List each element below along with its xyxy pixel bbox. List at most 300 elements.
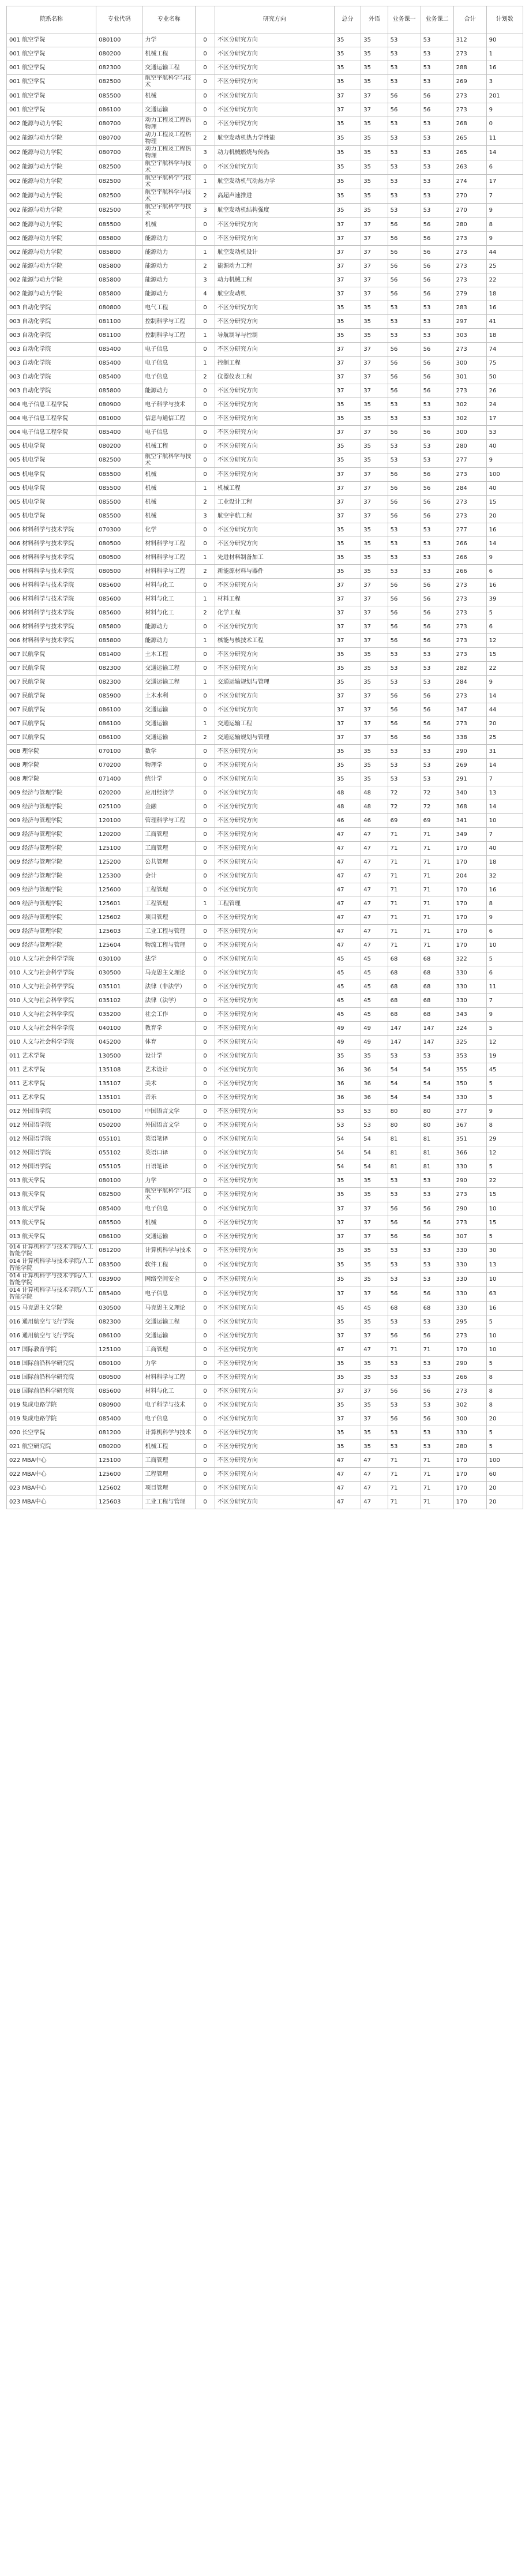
plan-cell: 16 [486,1302,523,1315]
subject-one-cell: 81 [388,1146,421,1160]
direction-cell: 动力机械工程 [215,273,334,287]
school-cell: 009 经济与管理学院 [7,897,96,911]
table-row [7,370,523,384]
school-cell: 007 民航学院 [7,717,96,731]
sum-cell: 273 [453,689,486,703]
total-cell: 37 [334,482,361,496]
major-name-cell: 电子信息 [142,426,196,440]
major-name-cell: 管理科学与工程 [142,814,196,828]
major-name-cell: 航空宇航科学与技术 [142,189,196,204]
foreign-language-cell: 53 [361,1105,388,1119]
table-row [7,287,523,301]
direction-cell: 不区分研究方向 [215,1022,334,1036]
direction-code-cell: 0 [196,75,215,89]
direction-cell: 不区分研究方向 [215,1105,334,1119]
subject-one-cell: 56 [388,1202,421,1216]
sum-cell: 282 [453,662,486,676]
direction-code-cell: 0 [196,966,215,980]
sum-cell: 330 [453,1258,486,1273]
major-name-cell: 数学 [142,745,196,759]
direction-cell: 不区分研究方向 [215,1454,334,1468]
plan-cell: 9 [486,551,523,565]
subject-two-cell: 53 [421,1371,453,1385]
direction-cell: 交通运输规划与管理 [215,676,334,689]
school-cell: 006 材料科学与技术学院 [7,620,96,634]
direction-code-cell: 0 [196,1412,215,1426]
total-cell: 36 [334,1063,361,1077]
foreign-language-cell: 47 [361,939,388,953]
major-name-cell: 航空宇航科学与技术 [142,75,196,89]
subject-one-cell: 71 [388,911,421,925]
subject-one-cell: 53 [388,1357,421,1371]
header-subject-two: 业务课二 [421,6,453,33]
sum-cell: 330 [453,1091,486,1105]
plan-cell: 7 [486,828,523,842]
sum-cell: 273 [453,606,486,620]
school-cell: 006 材料科学与技术学院 [7,593,96,606]
major-name-cell: 马克思主义理论 [142,966,196,980]
school-cell: 010 人文与社会科学学院 [7,1008,96,1022]
major-code-cell: 085500 [96,509,142,523]
major-name-cell: 电子信息 [142,1287,196,1302]
sum-cell: 330 [453,1287,486,1302]
subject-one-cell: 53 [388,132,421,146]
plan-cell: 15 [486,1188,523,1202]
sum-cell: 366 [453,1146,486,1160]
direction-code-cell: 3 [196,509,215,523]
major-name-cell: 材料与化工 [142,1385,196,1398]
major-name-cell: 能源动力 [142,384,196,398]
subject-one-cell: 56 [388,103,421,117]
school-cell: 007 民航学院 [7,689,96,703]
subject-one-cell: 56 [388,1329,421,1343]
school-cell: 010 人文与社会科学学院 [7,1022,96,1036]
plan-cell: 16 [486,61,523,75]
table-row [7,634,523,648]
plan-cell: 6 [486,966,523,980]
direction-code-cell: 0 [196,1202,215,1216]
direction-code-cell: 0 [196,1440,215,1454]
school-cell: 013 航天学院 [7,1230,96,1244]
direction-cell: 不区分研究方向 [215,953,334,966]
direction-cell: 不区分研究方向 [215,883,334,897]
major-name-cell: 法律（法学） [142,994,196,1008]
total-cell: 35 [334,315,361,329]
header-major-name: 专业名称 [142,6,196,33]
major-code-cell: 050100 [96,1105,142,1119]
direction-cell: 不区分研究方向 [215,1329,334,1343]
major-name-cell: 机械工程 [142,47,196,61]
total-cell: 37 [334,357,361,370]
subject-two-cell: 56 [421,468,453,482]
foreign-language-cell: 35 [361,1426,388,1440]
subject-two-cell: 69 [421,814,453,828]
total-cell: 35 [334,1357,361,1371]
subject-one-cell: 56 [388,717,421,731]
plan-cell: 30 [486,1244,523,1258]
sum-cell: 170 [453,856,486,869]
sum-cell: 284 [453,676,486,689]
major-code-cell: 035101 [96,980,142,994]
school-cell: 007 民航学院 [7,648,96,662]
total-cell: 35 [334,440,361,453]
subject-two-cell: 56 [421,89,453,103]
total-cell: 37 [334,103,361,117]
sum-cell: 330 [453,1426,486,1440]
direction-code-cell: 0 [196,1146,215,1160]
direction-code-cell: 3 [196,146,215,160]
major-name-cell: 土木水利 [142,689,196,703]
major-code-cell: 082500 [96,175,142,189]
major-code-cell: 080100 [96,1357,142,1371]
major-code-cell: 080200 [96,440,142,453]
table-row [7,1133,523,1146]
plan-cell: 7 [486,189,523,204]
direction-cell: 机械工程 [215,482,334,496]
direction-cell: 不区分研究方向 [215,218,334,232]
total-cell: 35 [334,1049,361,1063]
plan-cell: 14 [486,800,523,814]
subject-two-cell: 53 [421,1398,453,1412]
subject-two-cell: 56 [421,426,453,440]
foreign-language-cell: 37 [361,468,388,482]
subject-one-cell: 53 [388,1049,421,1063]
plan-cell: 9 [486,911,523,925]
foreign-language-cell: 48 [361,786,388,800]
major-code-cell: 085800 [96,620,142,634]
major-code-cell: 071400 [96,773,142,786]
direction-cell: 不区分研究方向 [215,412,334,426]
subject-two-cell: 56 [421,1412,453,1426]
major-code-cell: 030500 [96,966,142,980]
total-cell: 35 [334,412,361,426]
school-cell: 009 经济与管理学院 [7,814,96,828]
direction-cell: 不区分研究方向 [215,1426,334,1440]
subject-one-cell: 53 [388,648,421,662]
major-name-cell: 应用经济学 [142,786,196,800]
direction-cell: 不区分研究方向 [215,828,334,842]
major-code-cell: 030100 [96,953,142,966]
table-row [7,869,523,883]
foreign-language-cell: 47 [361,856,388,869]
plan-cell: 10 [486,814,523,828]
school-cell: 014 计算机科学与技术学院/人工智能学院 [7,1244,96,1258]
direction-code-cell: 0 [196,759,215,773]
subject-two-cell: 72 [421,800,453,814]
plan-cell: 15 [486,496,523,509]
direction-cell: 不区分研究方向 [215,426,334,440]
direction-code-cell: 3 [196,273,215,287]
school-cell: 019 集成电路学院 [7,1412,96,1426]
subject-one-cell: 53 [388,398,421,412]
foreign-language-cell: 35 [361,745,388,759]
subject-two-cell: 53 [421,440,453,453]
table-row [7,842,523,856]
plan-cell: 44 [486,246,523,260]
direction-code-cell: 3 [196,204,215,218]
foreign-language-cell: 47 [361,1468,388,1482]
subject-one-cell: 53 [388,440,421,453]
direction-cell: 交通运输工程 [215,717,334,731]
foreign-language-cell: 47 [361,883,388,897]
plan-cell: 18 [486,329,523,343]
total-cell: 35 [334,204,361,218]
sum-cell: 300 [453,1412,486,1426]
direction-cell: 不区分研究方向 [215,1160,334,1174]
direction-code-cell: 0 [196,1188,215,1202]
subject-two-cell: 71 [421,939,453,953]
table-row [7,606,523,620]
subject-one-cell: 56 [388,357,421,370]
sum-cell: 170 [453,1454,486,1468]
foreign-language-cell: 35 [361,759,388,773]
subject-two-cell: 53 [421,565,453,579]
school-cell: 004 电子信息工程学院 [7,412,96,426]
subject-one-cell: 71 [388,1454,421,1468]
direction-cell: 不区分研究方向 [215,1119,334,1133]
plan-cell: 16 [486,883,523,897]
foreign-language-cell: 35 [361,440,388,453]
school-cell: 002 能源与动力学院 [7,175,96,189]
subject-two-cell: 81 [421,1133,453,1146]
direction-code-cell: 0 [196,1398,215,1412]
sum-cell: 302 [453,398,486,412]
table-row [7,676,523,689]
major-code-cell: 085400 [96,1202,142,1216]
subject-one-cell: 56 [388,482,421,496]
sum-cell: 170 [453,842,486,856]
plan-cell: 5 [486,1230,523,1244]
direction-code-cell: 0 [196,842,215,856]
subject-one-cell: 53 [388,1315,421,1329]
school-cell: 023 MBA中心 [7,1495,96,1509]
major-name-cell: 航空宇航科学与技术 [142,175,196,189]
subject-two-cell: 71 [421,911,453,925]
plan-cell: 40 [486,842,523,856]
table-row [7,1315,523,1329]
direction-cell: 核能与核技术工程 [215,634,334,648]
total-cell: 35 [334,565,361,579]
total-cell: 49 [334,1022,361,1036]
table-row [7,731,523,745]
plan-cell: 13 [486,1258,523,1273]
major-code-cell: 020200 [96,786,142,800]
major-code-cell: 135101 [96,1091,142,1105]
total-cell: 35 [334,175,361,189]
direction-cell: 材料工程 [215,593,334,606]
major-code-cell: 085900 [96,689,142,703]
major-name-cell: 交通运输 [142,731,196,745]
school-cell: 001 航空学院 [7,75,96,89]
subject-two-cell: 53 [421,1188,453,1202]
major-code-cell: 125100 [96,1343,142,1357]
total-cell: 35 [334,132,361,146]
major-name-cell: 项目管理 [142,1482,196,1495]
sum-cell: 273 [453,1385,486,1398]
sum-cell: 277 [453,523,486,537]
foreign-language-cell: 37 [361,370,388,384]
foreign-language-cell: 47 [361,1343,388,1357]
subject-one-cell: 53 [388,773,421,786]
sum-cell: 273 [453,89,486,103]
total-cell: 47 [334,869,361,883]
major-name-cell: 英语口译 [142,1146,196,1160]
total-cell: 35 [334,61,361,75]
total-cell: 47 [334,828,361,842]
sum-cell: 353 [453,1049,486,1063]
major-name-cell: 工商管理 [142,1343,196,1357]
total-cell: 47 [334,1343,361,1357]
foreign-language-cell: 35 [361,1357,388,1371]
subject-two-cell: 53 [421,189,453,204]
subject-two-cell: 53 [421,175,453,189]
direction-code-cell: 0 [196,1343,215,1357]
sum-cell: 290 [453,1174,486,1188]
subject-two-cell: 56 [421,717,453,731]
header-plan: 计划数 [486,6,523,33]
major-name-cell: 机械 [142,496,196,509]
subject-two-cell: 54 [421,1091,453,1105]
sum-cell: 283 [453,301,486,315]
plan-cell: 50 [486,370,523,384]
subject-two-cell: 53 [421,398,453,412]
foreign-language-cell: 49 [361,1022,388,1036]
direction-cell: 不区分研究方向 [215,1133,334,1146]
direction-cell: 不区分研究方向 [215,1063,334,1077]
plan-cell: 100 [486,468,523,482]
table-row [7,1495,523,1509]
total-cell: 37 [334,370,361,384]
subject-one-cell: 71 [388,883,421,897]
total-cell: 54 [334,1133,361,1146]
subject-one-cell: 56 [388,620,421,634]
subject-one-cell: 71 [388,1495,421,1509]
direction-cell: 不区分研究方向 [215,1049,334,1063]
table-row [7,1357,523,1371]
table-row [7,523,523,537]
foreign-language-cell: 37 [361,703,388,717]
major-code-cell: 085500 [96,482,142,496]
direction-cell: 化学工程 [215,606,334,620]
school-cell: 012 外国语学院 [7,1146,96,1160]
subject-one-cell: 53 [388,175,421,189]
foreign-language-cell: 35 [361,117,388,132]
subject-two-cell: 56 [421,343,453,357]
total-cell: 45 [334,966,361,980]
sum-cell: 297 [453,315,486,329]
direction-code-cell: 0 [196,814,215,828]
plan-cell: 20 [486,1482,523,1495]
school-cell: 008 理学院 [7,745,96,759]
table-row [7,565,523,579]
major-code-cell: 085600 [96,579,142,593]
table-row [7,911,523,925]
major-name-cell: 电子信息 [142,1412,196,1426]
direction-code-cell: 0 [196,925,215,939]
subject-one-cell: 56 [388,468,421,482]
subject-two-cell: 56 [421,606,453,620]
major-code-cell: 125600 [96,1468,142,1482]
direction-code-cell: 0 [196,1077,215,1091]
subject-two-cell: 72 [421,786,453,800]
plan-cell: 6 [486,160,523,175]
direction-code-cell: 0 [196,620,215,634]
subject-two-cell: 56 [421,246,453,260]
sum-cell: 325 [453,1036,486,1049]
subject-two-cell: 68 [421,980,453,994]
foreign-language-cell: 35 [361,565,388,579]
foreign-language-cell: 35 [361,1440,388,1454]
plan-cell: 9 [486,676,523,689]
major-name-cell: 机械工程 [142,440,196,453]
direction-cell: 不区分研究方向 [215,662,334,676]
major-name-cell: 中国语言文学 [142,1105,196,1119]
subject-two-cell: 53 [421,412,453,426]
total-cell: 49 [334,1036,361,1049]
plan-cell: 201 [486,89,523,103]
major-name-cell: 法学 [142,953,196,966]
subject-one-cell: 53 [388,745,421,759]
subject-one-cell: 53 [388,329,421,343]
foreign-language-cell: 37 [361,1385,388,1398]
direction-cell: 工程管理 [215,897,334,911]
school-cell: 022 MBA中心 [7,1454,96,1468]
school-cell: 010 人文与社会科学学院 [7,966,96,980]
school-cell: 003 自动化学院 [7,370,96,384]
school-cell: 004 电子信息工程学院 [7,426,96,440]
table-row [7,398,523,412]
major-code-cell: 085500 [96,218,142,232]
school-cell: 001 航空学院 [7,33,96,47]
total-cell: 37 [334,218,361,232]
admission-score-table [6,6,523,1509]
major-code-cell: 080500 [96,1371,142,1385]
school-cell: 012 外国语学院 [7,1105,96,1119]
school-cell: 006 材料科学与技术学院 [7,606,96,620]
direction-code-cell: 0 [196,523,215,537]
total-cell: 47 [334,897,361,911]
major-code-cell: 070100 [96,745,142,759]
table-row [7,47,523,61]
school-cell: 005 机电学院 [7,468,96,482]
foreign-language-cell: 49 [361,1036,388,1049]
major-name-cell: 社会工作 [142,1008,196,1022]
subject-one-cell: 53 [388,759,421,773]
subject-two-cell: 53 [421,117,453,132]
plan-cell: 3 [486,75,523,89]
total-cell: 35 [334,759,361,773]
table-row [7,662,523,676]
total-cell: 47 [334,925,361,939]
school-cell: 023 MBA中心 [7,1482,96,1495]
major-code-cell: 085400 [96,1412,142,1426]
total-cell: 35 [334,301,361,315]
direction-code-cell: 1 [196,175,215,189]
major-name-cell: 能源动力 [142,246,196,260]
direction-code-cell: 0 [196,468,215,482]
school-cell: 011 艺术学院 [7,1091,96,1105]
table-row [7,1119,523,1133]
total-cell: 37 [334,343,361,357]
table-row [7,246,523,260]
sum-cell: 268 [453,117,486,132]
subject-one-cell: 53 [388,453,421,468]
direction-code-cell: 2 [196,565,215,579]
table-row [7,1174,523,1188]
table-row [7,496,523,509]
school-cell: 016 通用航空与飞行学院 [7,1329,96,1343]
major-name-cell: 材料与化工 [142,606,196,620]
